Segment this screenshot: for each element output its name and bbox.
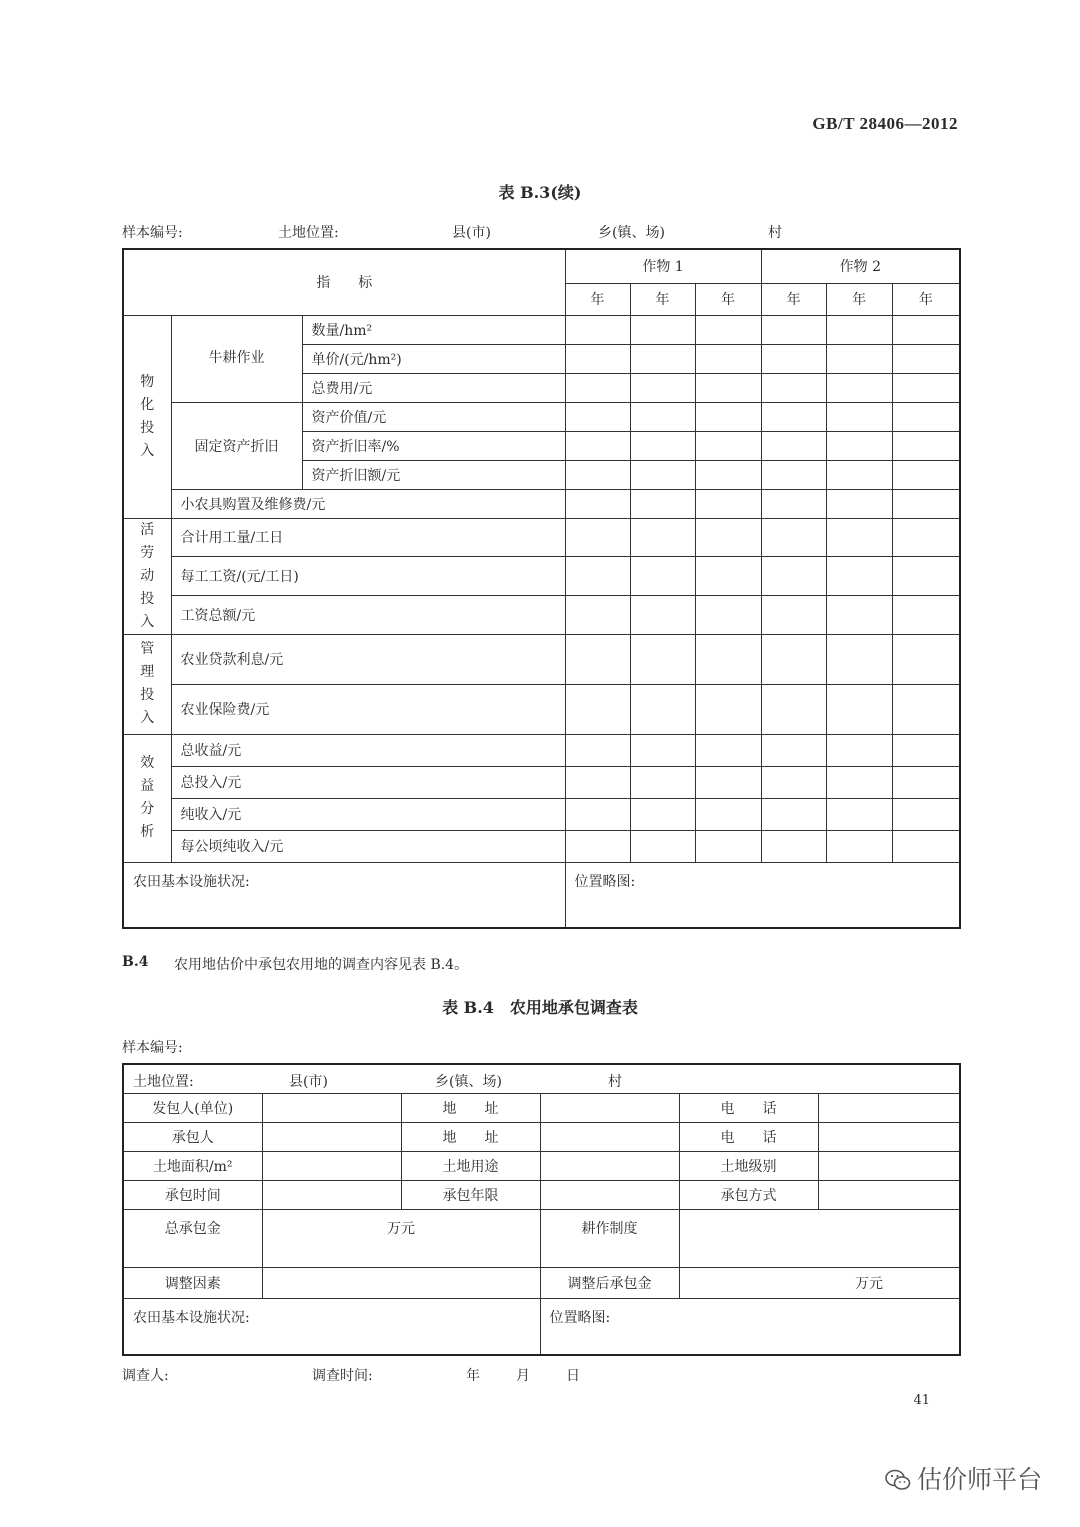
label-contractor: 承包人 — [123, 1122, 262, 1151]
label-land-use: 土地用途 — [401, 1151, 540, 1180]
label-land-area: 土地面积/m² — [123, 1151, 262, 1180]
crop1-header: 作物 1 — [565, 249, 761, 283]
row-total-input: 总投入/元 — [171, 766, 565, 798]
year-header: 年 — [630, 283, 695, 315]
b3-township: 乡(镇、场) — [598, 225, 665, 241]
row-ox-qty: 数量/hm² — [302, 315, 565, 344]
footer-year: 年 — [466, 1368, 480, 1384]
row-asset-rate: 资产折旧率/% — [302, 431, 565, 460]
row-total-income: 总收益/元 — [171, 734, 565, 766]
year-header: 年 — [892, 283, 960, 315]
group-management: 管理投入 — [123, 634, 171, 734]
year-header: 年 — [695, 283, 761, 315]
group-benefit: 效益分析 — [123, 734, 171, 862]
label-issuer: 发包人(单位) — [123, 1093, 262, 1122]
b3-sample-no: 样本编号: — [122, 225, 183, 241]
label-land-grade: 土地级别 — [679, 1151, 818, 1180]
total-fee-unit: 万元 — [262, 1209, 540, 1267]
row-labor-days: 合计用工量/工日 — [171, 518, 565, 557]
label-adjust-factors: 调整因素 — [123, 1267, 262, 1298]
b3-infrastructure: 农田基本设施状况: — [123, 862, 565, 928]
year-header: 年 — [761, 283, 826, 315]
b4-township: 乡(镇、场) — [435, 1074, 502, 1090]
b3-county: 县(市) — [452, 225, 491, 241]
crop2-header: 作物 2 — [761, 249, 960, 283]
label-farming-system: 耕作制度 — [540, 1209, 679, 1267]
b4-sample-no: 样本编号: — [122, 1040, 183, 1056]
label-contract-years: 承包年限 — [401, 1180, 540, 1209]
table-b3-title: 表 B.3(续) — [498, 183, 582, 202]
row-wage-per-day: 每工工资/(元/工日) — [171, 557, 565, 596]
b4-land-location: 土地位置: — [133, 1074, 194, 1090]
sub-ox: 牛耕作业 — [171, 315, 302, 402]
row-net-income: 纯收入/元 — [171, 798, 565, 830]
label-address: 地 址 — [401, 1093, 540, 1122]
label-address: 地 址 — [401, 1122, 540, 1151]
standard-number: GB/T 28406—2012 — [812, 114, 958, 133]
row-asset-value: 资产价值/元 — [302, 402, 565, 431]
row-wage-total: 工资总额/元 — [171, 595, 565, 634]
section-b4-num: B.4 — [122, 954, 149, 970]
footer-investigator: 调查人: — [122, 1368, 169, 1384]
watermark-text: 估价师平台 — [916, 1465, 1042, 1494]
b4-county: 县(市) — [289, 1074, 328, 1090]
b3-village: 村 — [768, 225, 782, 241]
table-b3 — [122, 248, 961, 929]
year-header: 年 — [826, 283, 892, 315]
label-phone: 电 话 — [679, 1093, 818, 1122]
row-ox-price: 单价/(元/hm²) — [302, 344, 565, 373]
table-b4 — [122, 1063, 961, 1356]
label-total-fee: 总承包金 — [123, 1209, 262, 1267]
b4-village: 村 — [608, 1074, 622, 1090]
row-ox-total: 总费用/元 — [302, 373, 565, 402]
label-adjusted-fee: 调整后承包金 — [540, 1267, 679, 1298]
label-contract-method: 承包方式 — [679, 1180, 818, 1209]
section-b4-text: 农用地估价中承包农用地的调查内容见表 B.4。 — [174, 957, 469, 973]
year-header: 年 — [565, 283, 630, 315]
page-number: 41 — [913, 1393, 930, 1408]
b4-sketch: 位置略图: — [540, 1298, 960, 1355]
row-asset-amount: 资产折旧额/元 — [302, 460, 565, 489]
sub-fixed-asset: 固定资产折旧 — [171, 402, 302, 489]
b3-land-location: 土地位置: — [278, 225, 339, 241]
row-loan-interest: 农业贷款利息/元 — [171, 634, 565, 684]
group-material: 物化投入 — [123, 315, 171, 518]
label-contract-time: 承包时间 — [123, 1180, 262, 1209]
adjusted-fee-unit: 万元 — [679, 1267, 960, 1298]
wechat-icon — [885, 1469, 911, 1491]
watermark — [885, 1460, 1042, 1496]
group-labor: 活劳动投入 — [123, 518, 171, 634]
footer-survey-time: 调查时间: — [312, 1368, 373, 1384]
footer-month: 月 — [516, 1368, 530, 1384]
row-net-per-ha: 每公顷纯收入/元 — [171, 830, 565, 862]
footer-day: 日 — [566, 1368, 580, 1384]
table-b4-title: 表 B.4 农用地承包调查表 — [442, 998, 638, 1017]
b3-sketch: 位置略图: — [565, 862, 960, 928]
label-phone: 电 话 — [679, 1122, 818, 1151]
b4-infrastructure: 农田基本设施状况: — [123, 1298, 540, 1355]
row-small-tools: 小农具购置及维修费/元 — [171, 489, 565, 518]
row-insurance: 农业保险费/元 — [171, 684, 565, 734]
indicator-header: 指 标 — [123, 249, 565, 315]
b4-location-row — [123, 1064, 960, 1093]
